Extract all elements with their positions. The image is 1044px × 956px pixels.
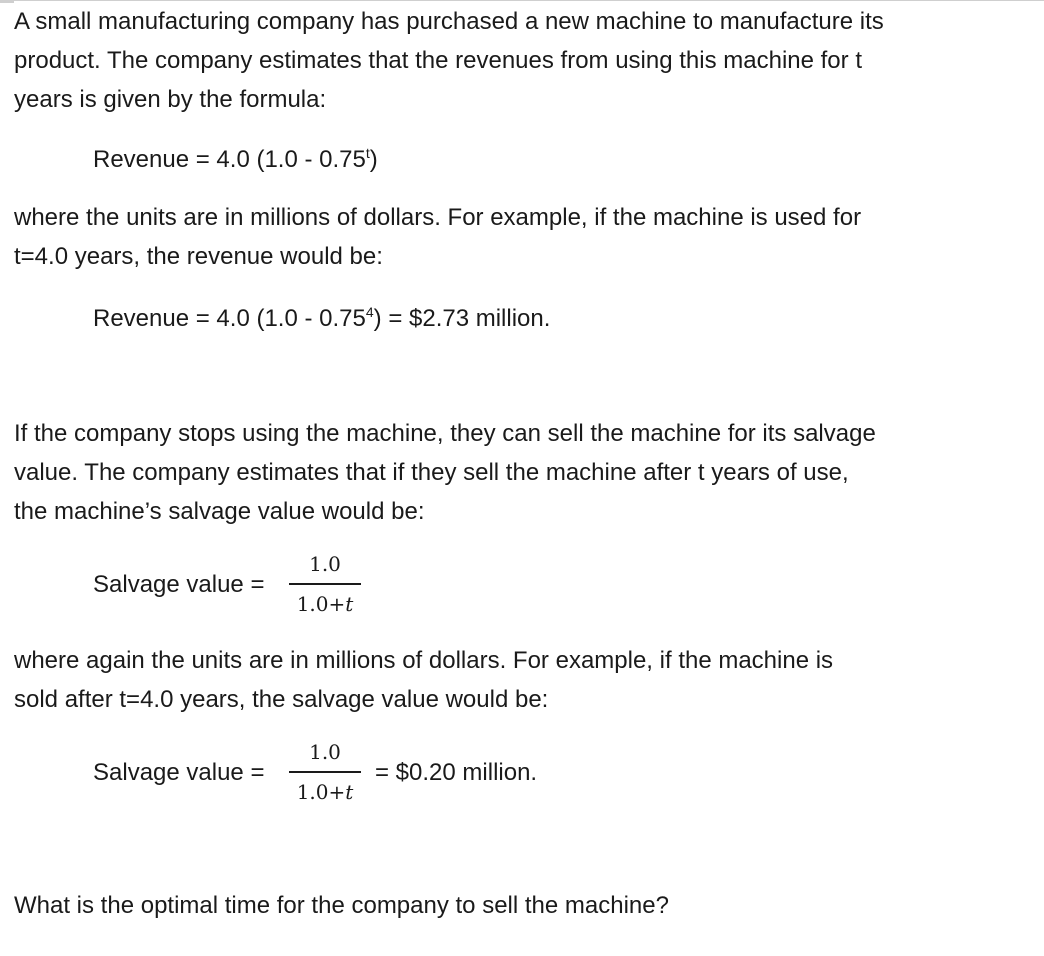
revenue-explanation-line-2: t=4.0 years, the revenue would be: <box>14 243 383 270</box>
question: What is the optimal time for the company to sell the machine? <box>14 892 669 919</box>
salvage-example <box>93 738 613 808</box>
salvage-intro-line-3: the machine’s salvage value would be: <box>14 498 425 525</box>
salvage-example-label: Salvage value = <box>93 759 265 786</box>
revenue-example-lhs: Revenue = 4.0 (1.0 - 0.75 <box>93 305 366 332</box>
denominator-constant: 1.0+ <box>296 592 346 616</box>
salvage-formula-numerator: 1.0 <box>309 552 341 576</box>
intro-line-3: years is given by the formula: <box>14 86 327 113</box>
salvage-formula-denominator <box>289 590 361 618</box>
denominator-variable: t <box>345 780 354 804</box>
revenue-example-exponent: 4 <box>365 304 374 320</box>
fraction-bar <box>289 771 361 773</box>
revenue-explanation-line-1: where the units are in millions of dollars. For example, if the machine is used for <box>14 204 862 231</box>
salvage-example-denominator <box>289 778 361 806</box>
revenue-explanation <box>14 198 1038 276</box>
salvage-explanation-line-1: where again the units are in millions of dollars. For example, if the machine is <box>14 647 834 674</box>
revenue-formula-lhs: Revenue = 4.0 (1.0 - 0.75 <box>93 146 366 173</box>
salvage-formula-label: Salvage value = <box>93 571 265 598</box>
revenue-formula-exponent: t <box>365 145 370 161</box>
salvage-intro-line-2: value. The company estimates that if they sell the machine after t years of use, <box>14 459 849 486</box>
salvage-example-result: = $0.20 million. <box>375 759 538 786</box>
fraction-bar <box>289 583 361 585</box>
denominator-constant: 1.0+ <box>296 780 346 804</box>
revenue-example <box>93 304 550 334</box>
salvage-example-fraction <box>289 738 361 808</box>
intro-paragraph <box>14 2 1038 119</box>
salvage-intro-line-1: If the company stops using the machine, they can sell the machine for its salvage <box>14 420 876 447</box>
salvage-example-numerator: 1.0 <box>309 740 341 764</box>
salvage-formula-fraction <box>289 550 361 620</box>
denominator-variable: t <box>345 592 354 616</box>
revenue-formula <box>93 145 378 175</box>
salvage-explanation-line-2: sold after t=4.0 years, the salvage value would be: <box>14 686 549 713</box>
intro-line-2: product. The company estimates that the revenues from using this machine for t <box>14 47 862 74</box>
salvage-intro-paragraph <box>14 414 1038 531</box>
salvage-explanation <box>14 641 1038 719</box>
intro-line-1: A small manufacturing company has purchased a new machine to manufacture its <box>14 8 884 35</box>
salvage-formula <box>93 550 613 620</box>
revenue-formula-rhs: ) <box>369 146 378 173</box>
revenue-example-rhs: ) = $2.73 million. <box>373 305 551 332</box>
